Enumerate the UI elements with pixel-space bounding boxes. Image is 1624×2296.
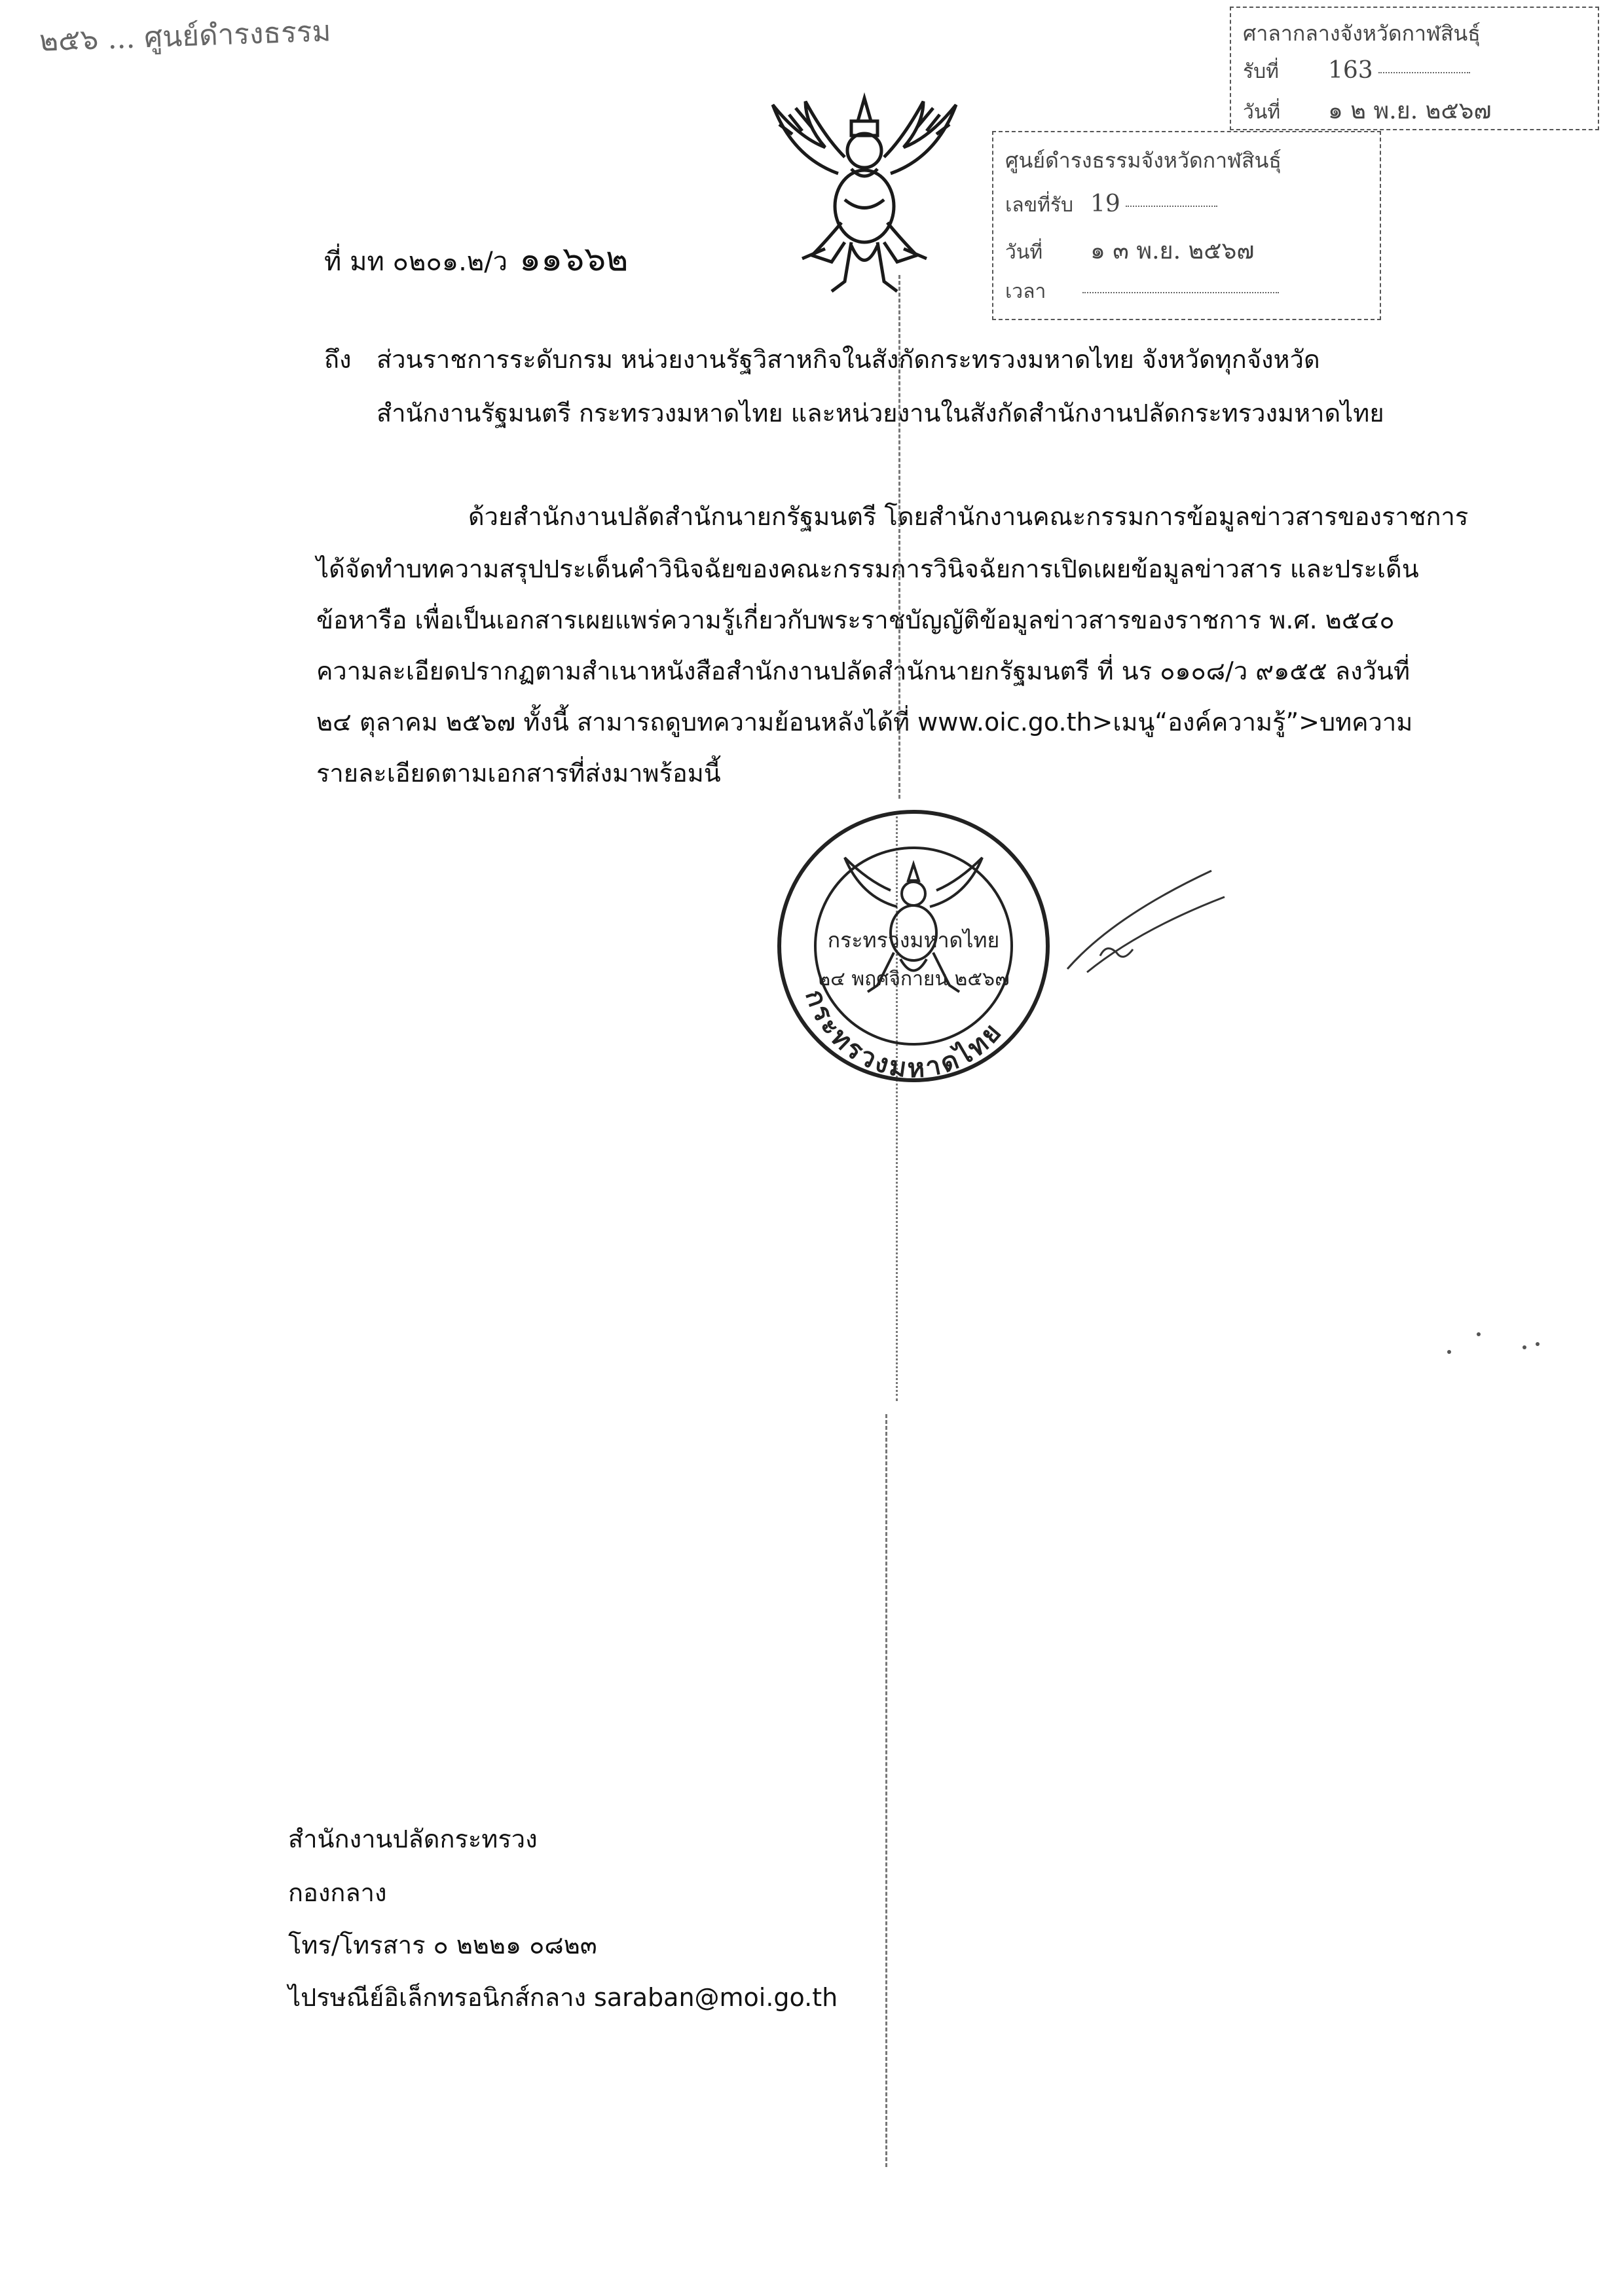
seal-ring-text: กระทรวงมหาดไทย	[799, 985, 1009, 1084]
dotted-underline	[1378, 72, 1470, 73]
reference-line	[324, 240, 629, 279]
footer-phone-fax: โทร/โทรสาร ๐ ๒๒๒๑ ๐๘๒๓	[288, 1931, 597, 1959]
stamp-center-time-row	[1005, 276, 1279, 307]
stamp-center-title: ศูนย์ดำรงธรรมจังหวัดกาฬสินธุ์	[1005, 148, 1282, 173]
footer-office: สำนักงานปลัดกระทรวง	[288, 1825, 538, 1853]
body-line: ความละเอียดปรากฏตามสำเนาหนังสือสำนักงานปลัดสำนักนายกรัฐมนตรี ที่ นร ๐๑๐๘/ว ๙๑๕๕ ลงวันที่	[316, 657, 1411, 685]
receipt-stamp-provincial	[1230, 7, 1599, 130]
svg-text:กระทรวงมหาดไทย	[799, 986, 1008, 1084]
stamp-center-date: ๑ ๓ พ.ย. ๒๕๖๗	[1090, 238, 1255, 264]
scan-speck	[1536, 1342, 1540, 1346]
scan-fold-line	[885, 1414, 887, 2167]
stamp-provincial-title: ศาลากลางจังหวัดกาฬสินธุ์	[1243, 21, 1481, 46]
scan-speck	[1477, 1332, 1481, 1336]
reference-number: ๑๑๖๖๒	[519, 240, 629, 279]
stamp-provincial-received-row	[1243, 56, 1470, 87]
garuda-emblem-icon	[753, 85, 976, 301]
handwritten-note: ๒๕๖ ... ศูนย์ดำรงธรรม	[39, 14, 332, 58]
to-recipients-line-2: สำนักงานรัฐมนตรี กระทรวงมหาดไทย และหน่วยงานในสังกัดสำนักงานปลัดกระทรวงมหาดไทย	[377, 399, 1384, 428]
stamp-provincial-date-row	[1243, 92, 1492, 129]
stamp-center-received-label: เลขที่รับ	[1005, 194, 1074, 217]
stamp-center-time-label: เวลา	[1005, 280, 1046, 303]
footer-email: ไปรษณีย์อิเล็กทรอนิกส์กลาง saraban@moi.go.th	[288, 1983, 838, 2012]
scan-fold-line	[898, 275, 900, 799]
stamp-provincial-date-label: วันที่	[1243, 101, 1281, 124]
body-line: รายละเอียดตามเอกสารที่ส่งมาพร้อมนี้	[316, 759, 721, 788]
dotted-underline	[1126, 206, 1217, 207]
to-recipients-line-1: ส่วนราชการระดับกรม หน่วยงานรัฐวิสาหกิจในสังกัดกระทรวงมหาดไทย จังหวัดทุกจังหวัด	[377, 345, 1320, 374]
seal-inner-date: ๒๔ พฤศจิกายน ๒๕๖๗	[817, 968, 1010, 991]
signature-scribble-icon	[1061, 858, 1231, 989]
stamp-center-received-row	[1005, 190, 1217, 221]
stamp-center-received-no: 19	[1090, 191, 1120, 217]
stamp-provincial-received-label: รับที่	[1243, 60, 1279, 83]
reference-label: ที่ มท ๐๒๐๑.๒/ว	[324, 247, 508, 277]
footer-division: กองกลาง	[288, 1878, 387, 1907]
stamp-provincial-received-no: 163	[1328, 57, 1373, 84]
stamp-center-date-label: วันที่	[1005, 241, 1043, 264]
body-line: ด้วยสำนักงานปลัดสำนักนายกรัฐมนตรี โดยสำนักงานคณะกรรมการข้อมูลข่าวสารของราชการ	[468, 502, 1469, 531]
dotted-underline	[1082, 292, 1279, 293]
scan-speck	[1447, 1350, 1451, 1354]
body-line: ๒๔ ตุลาคม ๒๕๖๗ ทั้งนี้ สามารถดูบทความย้อนหลังได้ที่ www.oic.go.th>เมนู“องค์ความรู้”>บทความ	[316, 708, 1413, 737]
stamp-provincial-date: ๑ ๒ พ.ย. ๒๕๖๗	[1328, 98, 1492, 124]
seal-inner-title: กระทรวงมหาดไทย	[827, 928, 1000, 953]
body-line: ได้จัดทำบทความสรุปประเด็นคำวินิจฉัยของคณะกรรมการวินิจฉัยการเปิดเผยข้อมูลข่าวสาร และประเด็น	[316, 555, 1419, 583]
body-line: ข้อหารือ เพื่อเป็นเอกสารเผยแพร่ความรู้เกี่ยวกับพระราชบัญญัติข้อมูลข่าวสารของราชการ พ.ศ. ๒๕๔๐	[316, 606, 1395, 634]
scan-speck	[1522, 1345, 1526, 1349]
to-label: ถึง	[324, 345, 352, 374]
stamp-center-date-row	[1005, 232, 1254, 269]
receipt-stamp-center	[992, 131, 1381, 320]
ministry-seal-icon	[763, 795, 1064, 1097]
